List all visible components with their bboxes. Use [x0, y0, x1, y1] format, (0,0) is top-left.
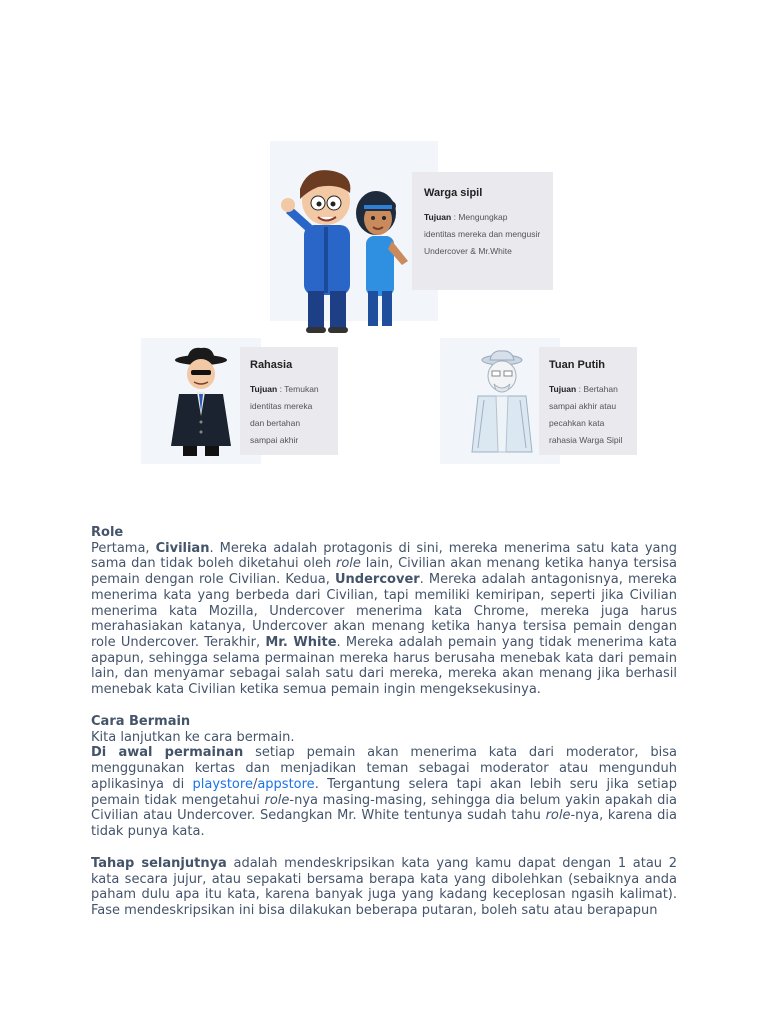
cara-bermain-paragraph — [91, 745, 677, 839]
role-section — [91, 525, 677, 698]
role-heading: Role — [91, 525, 124, 540]
bold-lead: Di awal permainan — [91, 745, 244, 761]
civilian-term: Civilian — [155, 540, 210, 556]
text-run: lain, Civilian akan menang ketika hanya tersisa pemain dengan role Civilian. Kedua, — [91, 556, 678, 588]
card-rahasia-goal — [250, 381, 328, 449]
goal-text: : Bertahan sampai akhir atau pecahkan kata rahasia Warga Sipil — [549, 384, 623, 445]
spy-illustration — [161, 346, 241, 461]
goal-label: Tujuan — [250, 384, 278, 394]
tahap-paragraph — [91, 856, 677, 919]
appstore-link[interactable]: appstore — [257, 776, 315, 792]
card-warga-sipil — [270, 141, 541, 321]
card-tuan-putih — [440, 338, 623, 464]
role-term: role — [336, 556, 361, 572]
civilians-illustration — [278, 161, 428, 336]
card-rahasia-info — [240, 347, 338, 455]
text-run: . Tergantung selera tapi akan lebih seru jika setiap pemain tidak mengetahui — [91, 776, 677, 808]
card-warga-sipil-title: Warga sipil — [424, 187, 483, 199]
text-run: setiap pemain akan menerima kata dari moderator, bisa menggunakan kertas dan menjadikan teman sebagai moderator atau mengunduh aplikasinya di — [91, 745, 677, 792]
role-paragraph — [91, 541, 677, 698]
card-rahasia — [141, 338, 319, 464]
card-tuan-putih-title: Tuan Putih — [549, 359, 606, 371]
text-run: -nya masing-masing, sehingga dia belum yakin apakah dia Civilian atau Undercover. Sedangkan Mr. White tentunya sudah tahu — [91, 792, 677, 824]
card-warga-sipil-goal — [424, 209, 541, 260]
mr-white-illustration — [462, 348, 542, 463]
role-term: role — [545, 808, 571, 824]
bold-lead: Tahap selanjutnya — [91, 856, 227, 871]
text-run: -nya, karena dia tidak punya kata. — [91, 808, 677, 839]
role-term: role — [264, 792, 290, 808]
card-rahasia-title: Rahasia — [250, 359, 293, 371]
undercover-term: Undercover — [334, 572, 420, 588]
goal-label: Tujuan — [549, 384, 577, 394]
text-run: Pertama, — [91, 540, 156, 556]
card-warga-sipil-info — [412, 172, 553, 290]
goal-text: : Mengungkap identitas mereka dan mengusir Undercover & Mr.White — [424, 212, 541, 256]
card-tuan-putih-info — [539, 347, 637, 455]
text-run: adalah mendeskripsikan kata yang kamu dapat dengan 1 atau 2 kata secara jujur, atau sepakati bersama berapa kata yang dibolehkan (sebaiknya anda paham dulu apa itu kata, karena banyak juga yang kadang keceplosan ngasih kalimat). Fase mendeskripsikan ini bisa dilakukan beberapa putaran, boleh satu atau berapapun — [91, 856, 677, 919]
text-run: / — [252, 776, 258, 792]
goal-text: : Temukan identitas mereka dan bertahan sampai akhir — [250, 384, 319, 445]
cara-bermain-heading: Cara Bermain — [91, 714, 191, 729]
text-run: . Mereka adalah pemain yang tidak menerima kata apapun, sehingga selama permainan mereka harus berusaha menebak kata dari pemain lain, dan menyamar sebagai salah satu dari mereka, mereka akan menang jika berhasil menebak kata Civilian ketika semua pemain ingin mengeksekusinya. — [91, 634, 677, 698]
card-tuan-putih-goal — [549, 381, 627, 449]
goal-label: Tujuan — [424, 212, 452, 222]
cara-bermain-section — [91, 714, 677, 840]
cara-bermain-intro: Kita lanjutkan ke cara bermain. — [91, 729, 295, 745]
mr-white-term: Mr. White — [265, 634, 337, 650]
playstore-link[interactable]: playstore — [192, 776, 253, 792]
text-run: . Mereka adalah antagonisnya, mereka menerima kata yang berbeda dari Civilian, tapi memiliki kemiripan, seperti jika Civilian menerima kata Mozilla, Undercover menerima kata Chrome, mereka juga harus merahasiakan katanya, Undercover akan menang ketika hanya tersisa pemain dengan role Undercover. Terakhir, — [91, 572, 677, 650]
text-run: . Mereka adalah protagonis di sini, mereka menerima satu kata yang sama dan tidak boleh diketahui oleh — [91, 540, 677, 572]
tahap-section — [91, 856, 677, 919]
